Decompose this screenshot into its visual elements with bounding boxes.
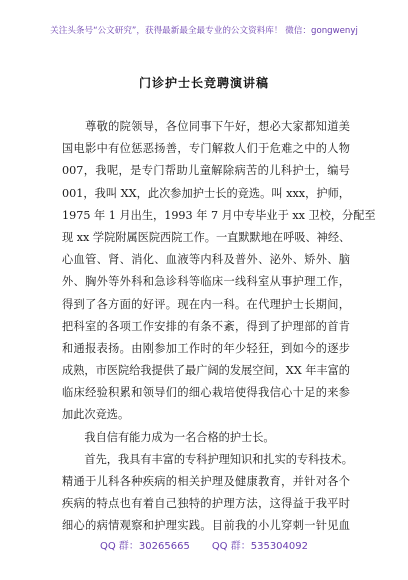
page-footer [0, 537, 408, 552]
body-line: 外、胸外等外科和急诊科等临床一线科室从事护理工作， [62, 275, 350, 289]
body-line: 我自信有能力成为一名合格的护士长。 [62, 430, 275, 444]
body-line: 把科室的各项工作安排的有条不紊，得到了护理部的首肯 [62, 319, 350, 333]
body-line: 得到了各方面的好评。现在内一科。在代理护士长期间， [62, 297, 350, 311]
body-line: 1975 年 1 月出生，1993 年 7 月中专毕业于 xx 卫校，分配至 [62, 208, 376, 222]
body-line: 和通报表扬。由刚参加工作时的年少轻狂，到如今的逐步 [62, 341, 350, 355]
header-notice: 关注头条号“公文研究”，获得最新最全最专业的公文资料库！ 微信：gongwenyj [50, 26, 358, 36]
footer-qq-group: QQ 群：30265665 [99, 541, 190, 552]
body-line: 精通于儿科各种疾病的相关护理及健康教育，并针对各个 [62, 475, 350, 488]
body-line: 现 xx 学院附属医院西院工作。一直默默地在呼吸、神经、 [62, 230, 351, 244]
body-line: 成熟，市医院给我提供了最广阔的发展空间，XX 年丰富的 [62, 364, 350, 378]
document-title: 门诊护士长竞聘演讲稿 [138, 76, 269, 90]
body-line: 细心的病情观察和护理实践。目前我的小儿穿刺一针见血 [62, 519, 350, 533]
body-line: 尊敬的院领导，各位同事下午好，想必大家都知道美 [62, 120, 350, 133]
body-line: 疾病的特点也有着自己独特的护理方法，这得益于我平时 [62, 497, 350, 511]
body-line: 临床经验积累和领导们的细心栽培使得我信心十足的来参 [62, 386, 350, 400]
body-line: 加此次竞选。 [62, 408, 130, 422]
document-body [62, 116, 376, 538]
body-line: 国电影中有位惩恶扬善，专门解救人们于危难之中的人物 [62, 142, 350, 156]
body-line: 007，我呢，是专门帮助儿童解除病苦的儿科护士，编号 [62, 164, 350, 178]
body-line: 首先，我具有丰富的专科护理知识和扎实的专科技术。 [62, 452, 353, 466]
body-line: 001，我叫 XX，此次参加护士长的竞选。叫 xxx，护师， [62, 186, 350, 200]
body-line: 心血管、肾、消化、血液等内科及普外、泌外、矫外、脑 [62, 253, 350, 267]
footer-qq-group-2: QQ 群：535304092 [211, 541, 308, 552]
